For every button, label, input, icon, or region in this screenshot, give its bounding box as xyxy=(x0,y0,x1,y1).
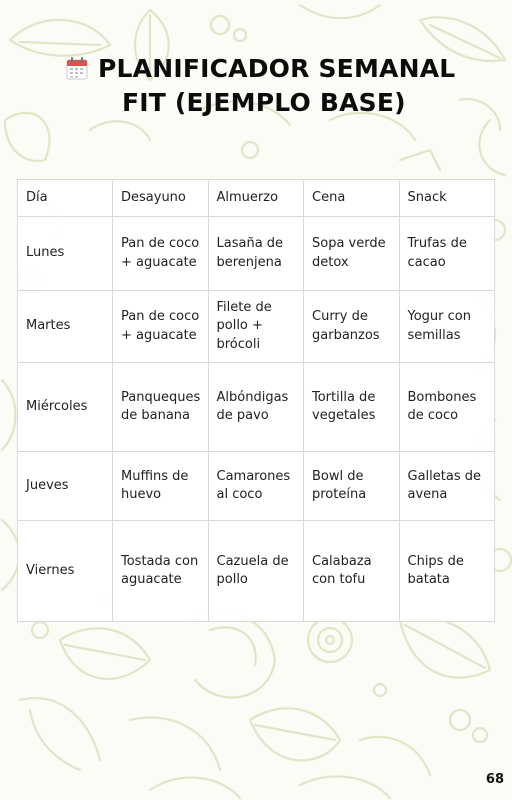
header-cell-lunch: Almuerzo xyxy=(208,180,304,217)
header-cell-day: Día xyxy=(18,180,113,217)
table-row xyxy=(18,291,495,363)
day-cell: Martes xyxy=(18,291,113,363)
day-cell: Viernes xyxy=(18,521,113,622)
meal-cell: Cazuela de pollo xyxy=(208,521,304,622)
table-row xyxy=(18,363,495,452)
meal-cell: Albóndigas de pavo xyxy=(208,363,304,452)
meal-cell: Galletas de avena xyxy=(399,452,495,521)
meal-cell: Yogur con semillas xyxy=(399,291,495,363)
meal-cell: Filete de pollo + brócoli xyxy=(208,291,304,363)
table-header-row xyxy=(18,180,495,217)
meal-cell: Curry de garbanzos xyxy=(304,291,400,363)
calendar-icon xyxy=(66,55,88,79)
meal-cell: Trufas de cacao xyxy=(399,217,495,291)
meal-cell: Panqueques de banana xyxy=(113,363,209,452)
table-row xyxy=(18,217,495,291)
day-cell: Lunes xyxy=(18,217,113,291)
meal-cell: Pan de coco + aguacate xyxy=(113,291,209,363)
meal-cell: Calabaza con tofu xyxy=(304,521,400,622)
meal-cell: Camarones al coco xyxy=(208,452,304,521)
header-cell-breakfast: Desayuno xyxy=(113,180,209,217)
table-row xyxy=(18,521,495,622)
meal-cell: Tostada con aguacate xyxy=(113,521,209,622)
meal-cell: Muffins de huevo xyxy=(113,452,209,521)
title-line-2: FIT (EJEMPLO BASE) xyxy=(122,88,406,117)
day-cell: Jueves xyxy=(18,452,113,521)
day-cell: Miércoles xyxy=(18,363,113,452)
page-number: 68 xyxy=(485,772,504,787)
title-line-1: PLANIFICADOR SEMANAL xyxy=(98,54,456,83)
meal-cell: Bowl de proteína xyxy=(304,452,400,521)
meal-cell: Lasaña de berenjena xyxy=(208,217,304,291)
weekly-planner-table xyxy=(17,179,495,622)
meal-cell: Chips de batata xyxy=(399,521,495,622)
meal-cell: Sopa verde detox xyxy=(304,217,400,291)
meal-cell: Bombones de coco xyxy=(399,363,495,452)
meal-cell: Pan de coco + aguacate xyxy=(113,217,209,291)
table-row xyxy=(18,452,495,521)
header-cell-dinner: Cena xyxy=(304,180,400,217)
header-cell-snack: Snack xyxy=(399,180,495,217)
meal-cell: Tortilla de vegetales xyxy=(304,363,400,452)
page-title xyxy=(66,52,466,120)
